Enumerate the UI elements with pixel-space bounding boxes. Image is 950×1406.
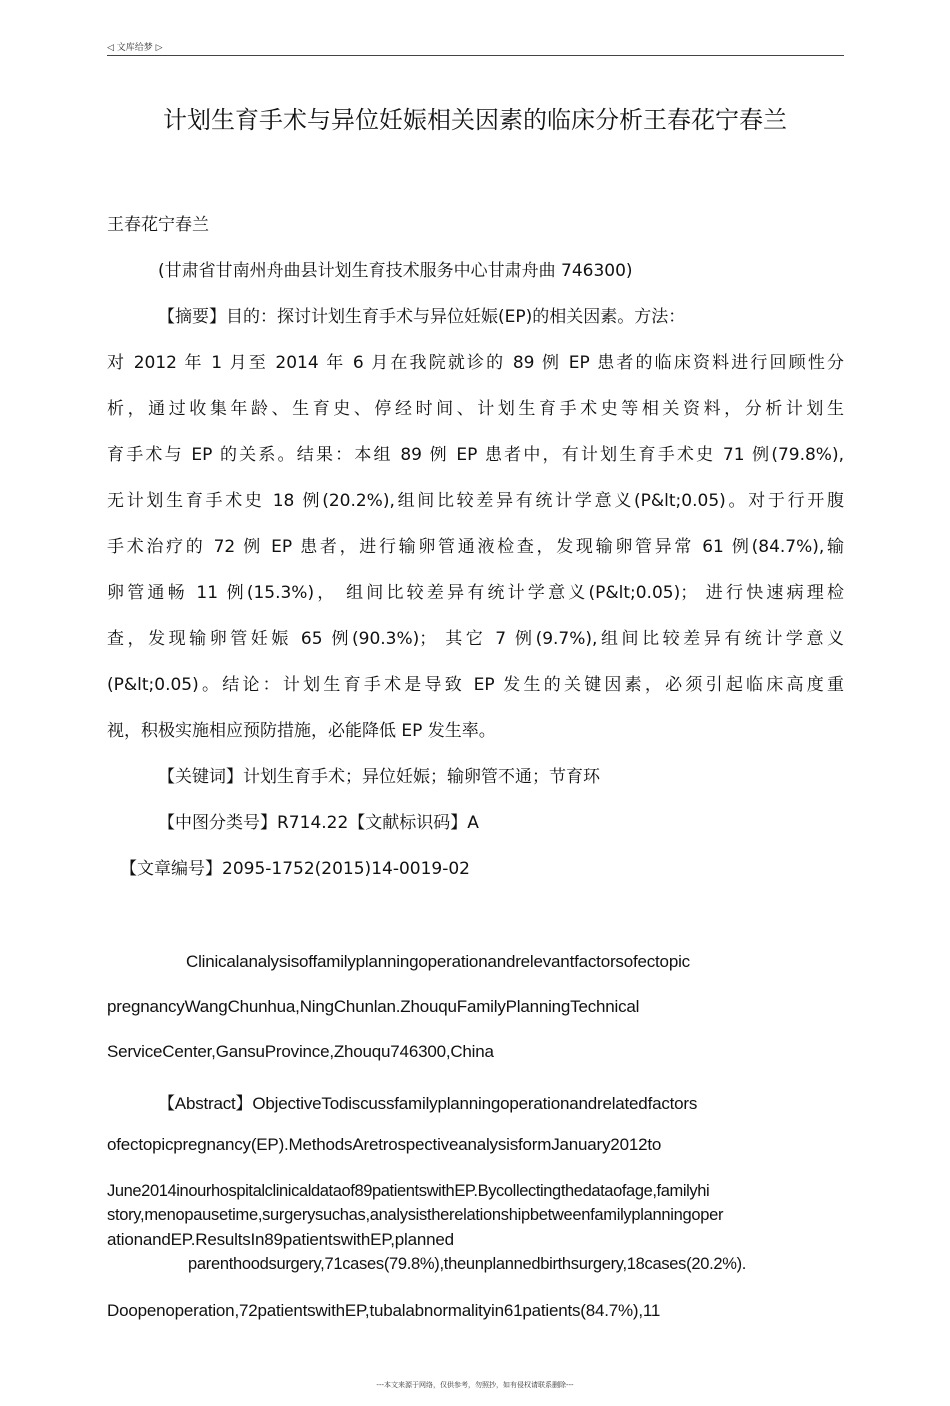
header-rule xyxy=(107,55,844,56)
english-abstract-line: Doopenoperation,72patientswithEP,tubalabnormalityin61patients(84.7%),11 xyxy=(107,1301,661,1320)
abstract-line: 育手术与 EP 的关系。结果：本组 89 例 EP 患者中，有计划生育手术史 71 例(79.8%), xyxy=(107,445,844,465)
article-number: 【文章编号】2095-1752(2015)14-0019-02 xyxy=(120,859,470,879)
abstract-line: 析，通过收集年龄、生育史、停经时间、计划生育手术史等相关资料，分析计划生 xyxy=(107,399,844,419)
abstract-line: 对 2012 年 1 月至 2014 年 6 月在我院就诊的 89 例 EP 患者的临床资料进行回顾性分 xyxy=(107,353,844,373)
abstract-line: 手术治疗的 72 例 EP 患者，进行输卵管通液检查，发现输卵管异常 61 例(84.7%),输 xyxy=(107,537,844,557)
abstract-line: (P&lt;0.05)。结论：计划生育手术是导致 EP 发生的关键因素，必须引起临床高度重 xyxy=(107,675,844,695)
classification: 【中图分类号】R714.22【文献标识码】A xyxy=(158,813,479,833)
document-title: 计划生育手术与异位妊娠相关因素的临床分析王春花宁春兰 xyxy=(163,106,787,134)
abstract-line: 【摘要】目的：探讨计划生育手术与异位妊娠(EP)的相关因素。方法： xyxy=(158,307,686,327)
english-abstract-line: ofectopicpregnancy(EP).MethodsAretrospectiveanalysisformJanuary2012to xyxy=(107,1135,662,1154)
abstract-line: 无计划生育手术史 18 例(20.2%),组间比较差异有统计学意义(P&lt;0.05)。对于行开腹 xyxy=(107,491,844,511)
abstract-line: 视，积极实施相应预防措施，必能降低 EP 发生率。 xyxy=(107,721,496,741)
affiliation: (甘肃省甘南州舟曲县计划生育技术服务中心甘肃舟曲 746300) xyxy=(158,261,633,281)
english-abstract-line: parenthoodsurgery,71cases(79.8%),theunplannedbirthsurgery,18cases(20.2%). xyxy=(188,1255,747,1273)
authors: 王春花宁春兰 xyxy=(107,215,209,235)
abstract-line: 卵管通畅 11 例(15.3%)， 组间比较差异有统计学意义(P&lt;0.05)； 进行快速病理检 xyxy=(107,583,844,603)
running-header: ◁ 文库给梦 ▷ xyxy=(107,43,163,53)
english-abstract-line: ationandEP.ResultsIn89patientswithEP,planned xyxy=(107,1230,454,1249)
english-abstract-line: 【Abstract】ObjectiveTodiscussfamilyplanningoperationandrelatedfactors xyxy=(158,1094,698,1113)
english-abstract-line: story,menopausetime,surgerysuchas,analysistherelationshipbetweenfamilyplanningoper xyxy=(107,1206,724,1224)
english-affiliation: ServiceCenter,GansuProvince,Zhouqu746300,China xyxy=(107,1042,494,1061)
english-title-line: Clinicalanalysisoffamilyplanningoperationandrelevantfactorsofectopic xyxy=(186,952,690,971)
english-title-line: pregnancyWangChunhua,NingChunlan.ZhouquFamilyPlanningTechnical xyxy=(107,997,640,1016)
abstract-line: 查，发现输卵管妊娠 65 例(90.3%)； 其它 7 例(9.7%),组间比较差异有统计学意义 xyxy=(107,629,844,649)
page-footer: ---本文来源于网络，仅供参考，勿照抄，如有侵权请联系删除--- xyxy=(376,1381,574,1389)
english-abstract-line: June2014inourhospitalclinicaldataof89patientswithEP.Bycollectingthedataofage,familyhi xyxy=(107,1182,710,1200)
keywords: 【关键词】计划生育手术；异位妊娠；输卵管不通；节育环 xyxy=(158,767,600,787)
